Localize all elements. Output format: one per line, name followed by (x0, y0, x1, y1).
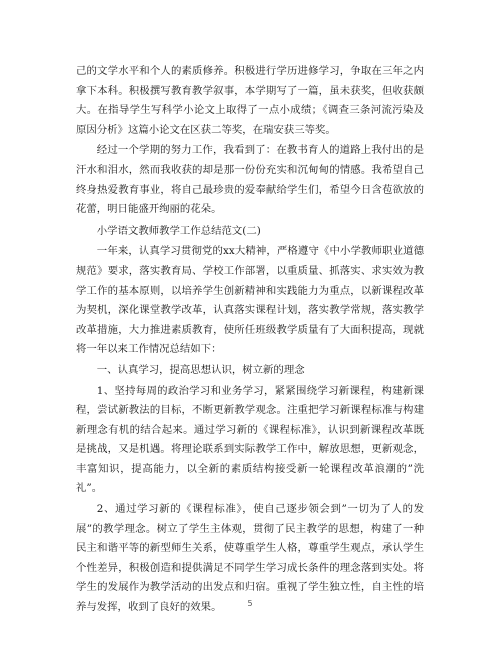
paragraph-point-2: 2、通过学习新的《课程标准》，使自己逐步领会到”一切为了人的发展”的教学理念。树立了学生主体观，贯彻了民主教学的思想，构建了一种民主和谐平等的新型师生关系，使尊重学生人格，尊重学生观点，承认学生个性差异，积极创造和提供满足不同学生学习成长条件的理念落到实处。将学生的发展作为教学活动的出发点和归宿。重视了学生独立性，自主性的培养与发挥，收到了良好的效果。 (76, 503, 424, 614)
paragraph-intro: 一年来，认真学习贯彻党的xx大精神，严格遵守《中小学教师职业道德规范》要求，落实教育局、学校工作部署，以重质量、抓落实、求实效为教学工作的基本原则，以培养学生创新精神和实践能力为重点，以新课程改革为契机，深化课堂教学改革，认真落实课程计划，落实教学常规，落实教学改革措施，大力推进素质教育，使所任班级教学质量有了大面积提高，现就将一年以来工作情况总结如下： (76, 245, 424, 356)
page-number: 5 (247, 599, 253, 608)
paragraph-point-1: 1、坚持每周的政治学习和业务学习，紧紧围绕学习新课程，构建新课程，尝试新教法的目标，不断更新教学观念。注重把学习新课程标准与构建新理念有机的结合起来。通过学习新的《课程标准》，认识到新课程改革既是挑战，又是机遇。将理论联系到实际教学工作中，解放思想，更新观念，丰富知识，提高能力，以全新的素质结构接受新一轮课程改革浪潮的”洗礼”。 (76, 384, 424, 495)
paragraph-continued: 己的文学水平和个人的素质修养。积极进行学历进修学习，争取在三年之内拿下本科。积极撰写教育教学叙事，本学期写了一篇，虽未获奖，但收获颇大。在指导学生写科学小论文上取得了一点小成绩；《调查三条河流污染及原因分析》这篇小论文在区获二等奖，在瑞安获三等奖。 (76, 65, 424, 136)
paragraph-reflection: 经过一个学期的努力工作，我看到了：在教书育人的道路上我付出的是汗水和泪水，然而我收获的却是那一份份充实和沉甸甸的情感。我希望自己终身热爱教育事业，将自己最珍贵的爱奉献给学生们，希望今日含苞欲放的花蕾，明日能盛开绚丽的花朵。 (76, 144, 424, 216)
section-title: 小学语文教师教学工作总结范文(二) (96, 224, 261, 237)
document-body (76, 62, 424, 619)
section-heading-1: 一、认真学习，提高思想认识，树立新的理念 (96, 363, 305, 376)
